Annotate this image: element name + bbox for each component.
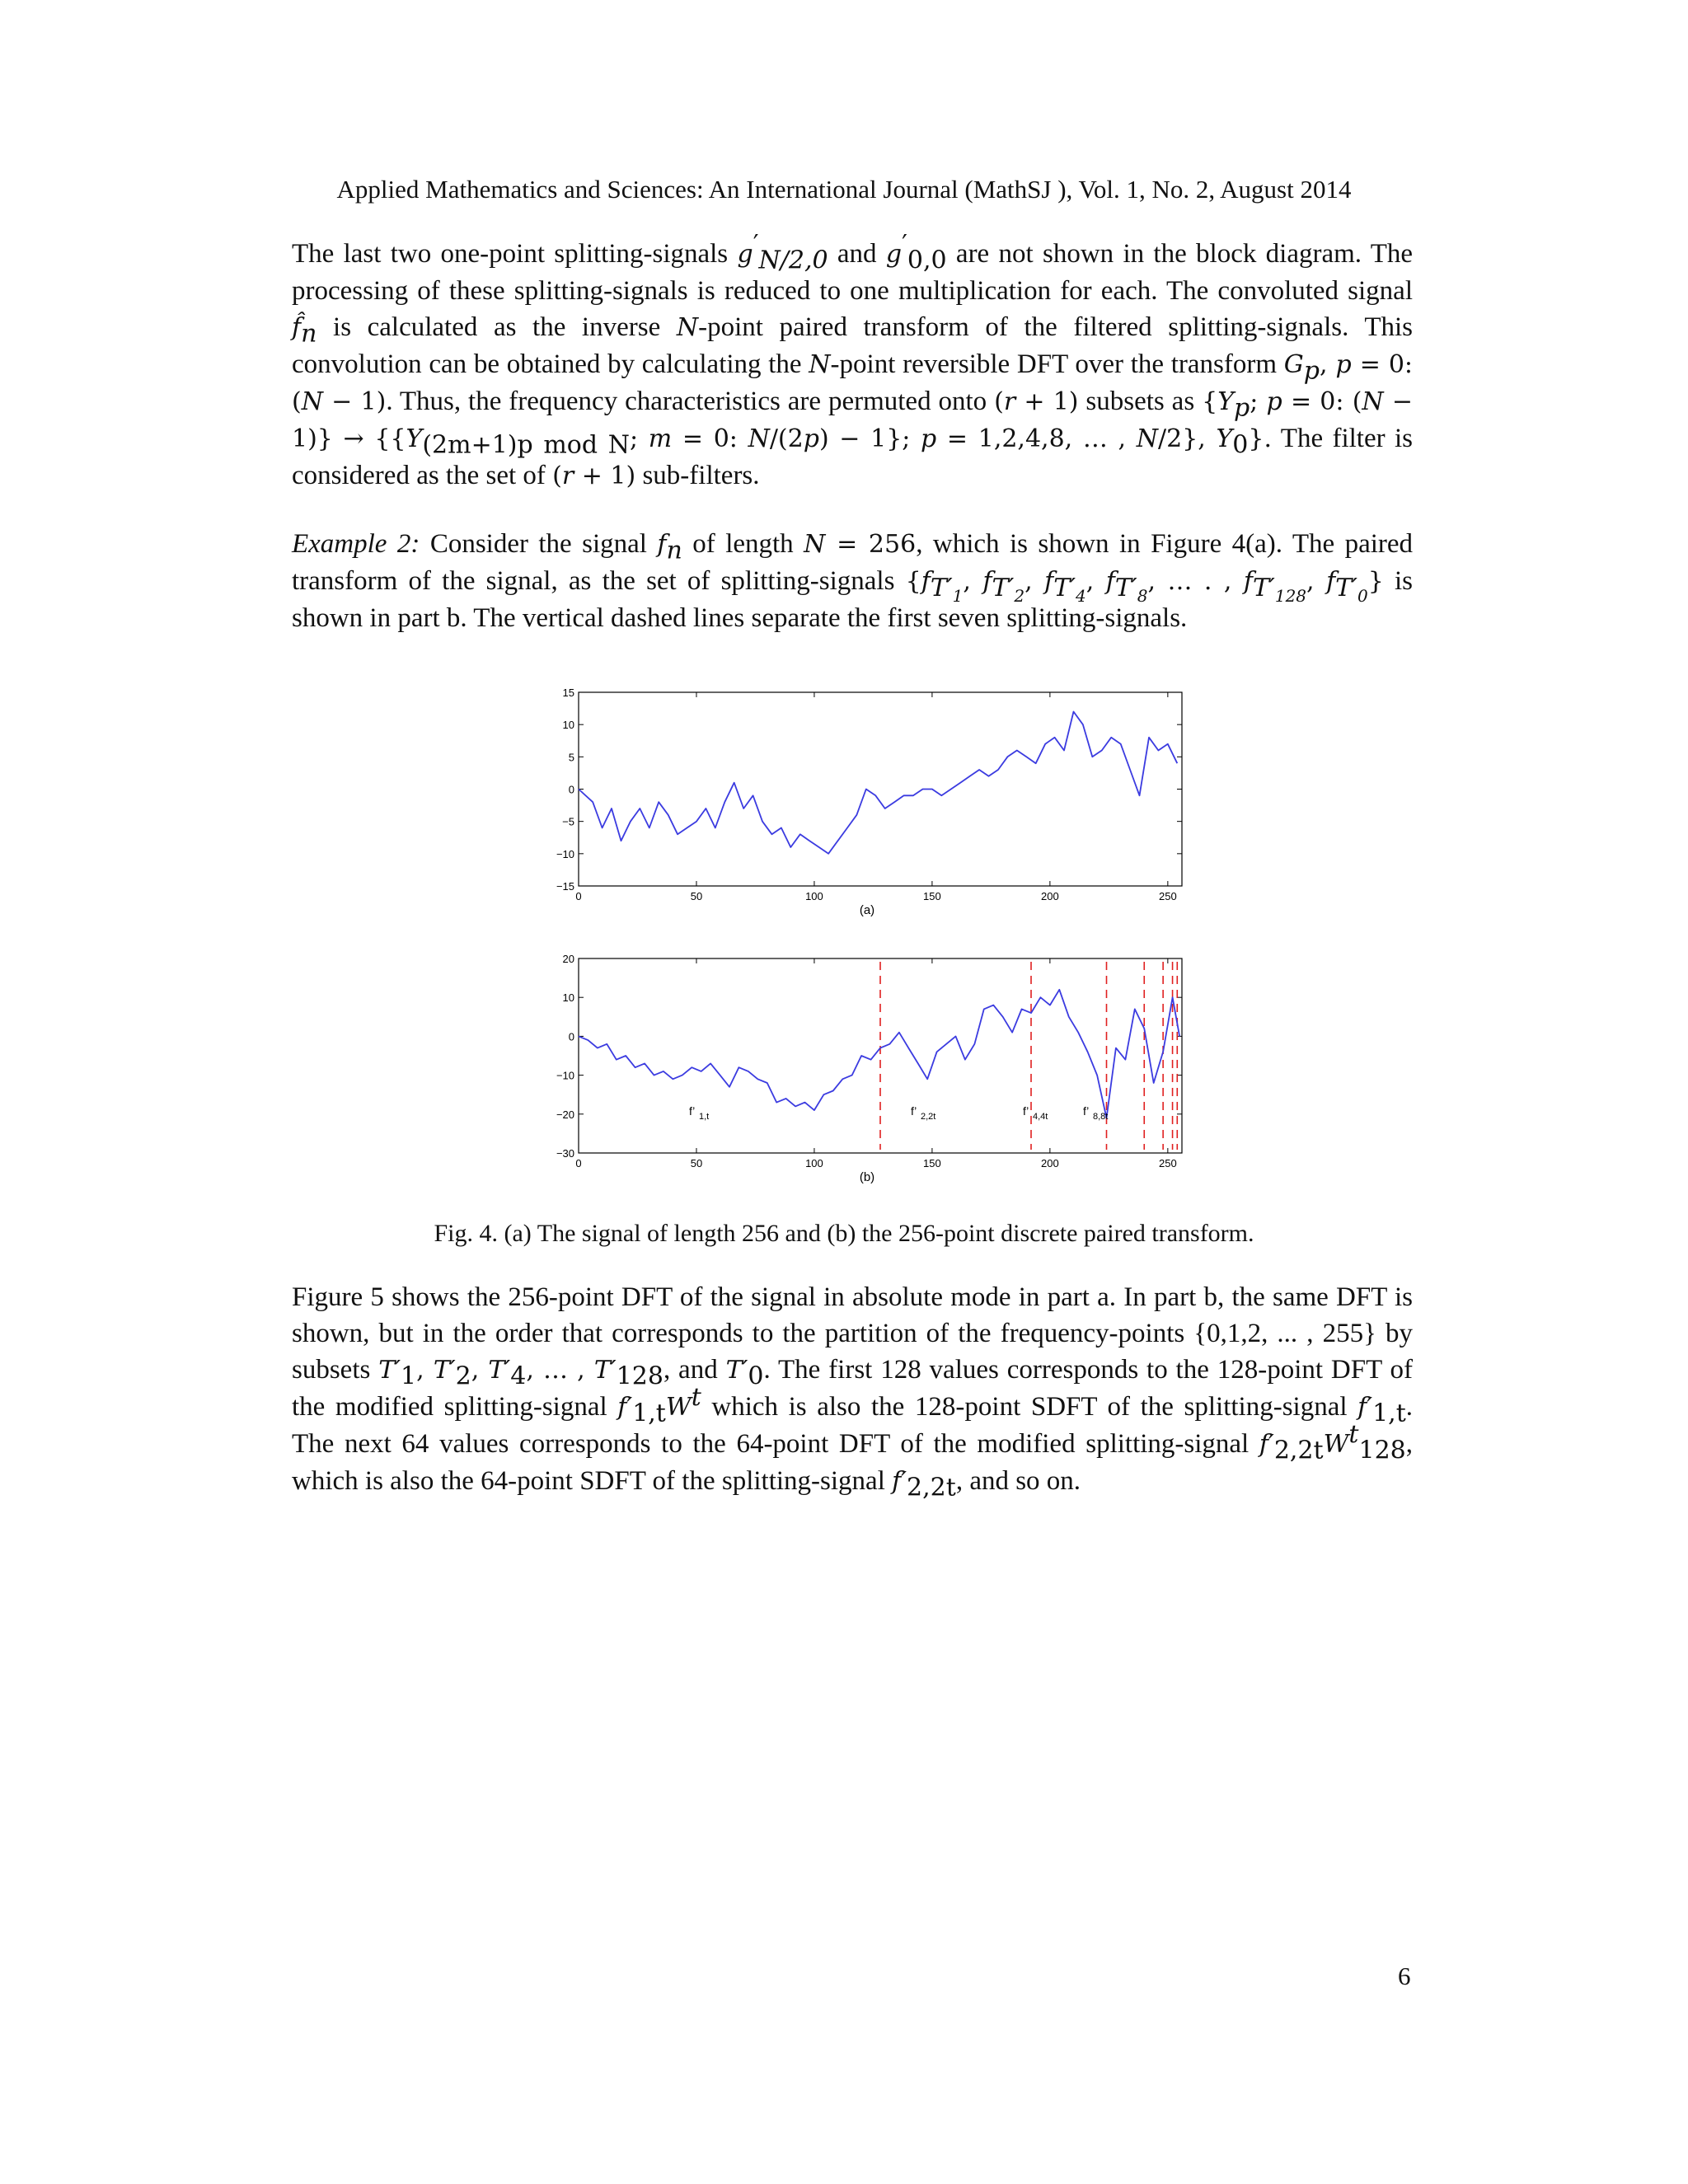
figure-caption: Fig. 4. (a) The signal of length 256 and (b) the 256-point discrete paired transform. xyxy=(434,1220,1254,1247)
panel-a-ytick-label: 15 xyxy=(562,687,574,699)
svg-text:f’: f’ xyxy=(1083,1104,1090,1118)
panel-b-ytick-label: −30 xyxy=(556,1147,574,1160)
panel-a-ytick-label: 10 xyxy=(562,719,574,732)
panel-a-xtick-label: 200 xyxy=(1041,890,1059,902)
svg-text:2,2t: 2,2t xyxy=(921,1112,936,1122)
panel-a-xtick-label: 50 xyxy=(690,890,703,902)
panel-b-series-line xyxy=(579,990,1179,1118)
panel-a-xtick-label: 0 xyxy=(575,890,582,902)
page-number: 6 xyxy=(1398,1961,1411,1990)
panel-a-ytick-label: 5 xyxy=(568,751,574,764)
segment-label-2 xyxy=(911,1104,935,1122)
figure-4-svg xyxy=(528,680,1177,1207)
panel-b-ytick-label: −10 xyxy=(556,1069,574,1082)
paragraph-1: The last two one-point splitting-signals $g'_{N/2,0}$ and $g'_{0,0}$ are not shown in the block diagram. The processing of these splitting-signals is reduced to one multiplication for each. The convoluted signal $f̂_n$ is calculated as the inverse N-point paired transform of the filtered splitting-signals. This convolution can be obtained by calculating the N-point reversible DFT over the transform $G_p$, p = 0: (N − 1). Thus, the frequency characteristics are permuted onto (r + 1) subsets as {$Y_p$; p = 0: $(N - 1)\} \to \{\{Y_{(2m+1)p mod N}$; m = 0: N/(2p) − 1}; p = 1,2,4,8, … , N/2}, $Y_0$}. The filter is considered as the set of (r + 1) sub-filters. xyxy=(292,230,1414,490)
panel-b-xtick-label: 0 xyxy=(575,1157,582,1169)
svg-text:8,8t: 8,8t xyxy=(1093,1112,1109,1122)
running-header: Applied Mathematics and Sciences: An International Journal (MathSJ ), Vol. 1, No. 2, August 2014 xyxy=(336,175,1352,204)
panel-b-xtick-label: 150 xyxy=(923,1157,941,1169)
svg-text:4,4t: 4,4t xyxy=(1033,1112,1048,1122)
segment-label-3 xyxy=(1023,1104,1048,1122)
panel-b xyxy=(556,953,1182,1169)
panel-a-ytick-label: −10 xyxy=(556,847,574,860)
svg-text:1,t: 1,t xyxy=(699,1112,710,1122)
panel-a-xtick-label: 100 xyxy=(805,890,823,902)
panel-b-label: (b) xyxy=(859,1170,875,1184)
svg-text:f’: f’ xyxy=(689,1104,696,1118)
panel-a-ytick-label: −5 xyxy=(562,815,574,828)
panel-a-series-line xyxy=(579,712,1177,854)
panel-a-ytick-label: 0 xyxy=(568,783,574,796)
panel-b-ytick-label: 0 xyxy=(568,1030,574,1043)
panel-a-ytick-label: −15 xyxy=(556,880,574,893)
panel-b-xtick-label: 250 xyxy=(1158,1157,1177,1169)
panel-b-ytick-label: −20 xyxy=(556,1108,574,1121)
paragraph-3: Figure 5 shows the 256-point DFT of the signal in absolute mode in part a. In part b, the same DFT is shown, but in the order that corresponds to the partition of the frequency-points {0,1,2, ... , 255} by subsets $T'_1$, $T'_2$, $T'_4$, … , $T'_{128}$, and $T'_0$. The first 128 values corresponds to the 128-point DFT of the modified splitting-signal $f'_{1,t}W^t$ which is also the 128-point SDFT of the splitting-signal $f'_{1,t}$. The next 64 values corresponds to the 64-point DFT of the modified splitting-signal $f'_{2,2t}W^t_{128}$, which is also the 64-point SDFT of the splitting-signal $f'_{2,2t}$, and so on. xyxy=(292,1282,1414,1502)
panel-a-axes-frame xyxy=(579,692,1182,886)
panel-a-xtick-label: 150 xyxy=(923,890,941,902)
segment-label-1 xyxy=(689,1104,709,1122)
panel-b-xtick-label: 200 xyxy=(1041,1157,1059,1169)
figure-4 xyxy=(528,680,1177,1212)
svg-text:f’: f’ xyxy=(911,1104,917,1118)
panel-a-label: (a) xyxy=(859,903,875,917)
paragraph-2: Example 2: Consider the signal $f_n$ of length N = 256, which is shown in Figure 4(a). The paired transform of the signal, as the set of splitting-signals {$f_{T'_1}$, $f_{T'_2}$, $f_{T'_4}$, $f_{T'_8}$, … . , $f_{T'_{128}}$, $f_{T'_0}$} is shown in part b. The vertical dashed lines separate the first seven splitting-signals. xyxy=(292,529,1414,633)
panel-b-ytick-label: 10 xyxy=(562,991,574,1005)
panel-b-ytick-label: 20 xyxy=(562,953,574,965)
panel-b-xtick-label: 100 xyxy=(805,1157,823,1169)
panel-a-xtick-label: 250 xyxy=(1158,890,1177,902)
panel-b-xtick-label: 50 xyxy=(690,1157,703,1169)
panel-a xyxy=(556,687,1182,902)
svg-text:f’: f’ xyxy=(1023,1104,1029,1118)
